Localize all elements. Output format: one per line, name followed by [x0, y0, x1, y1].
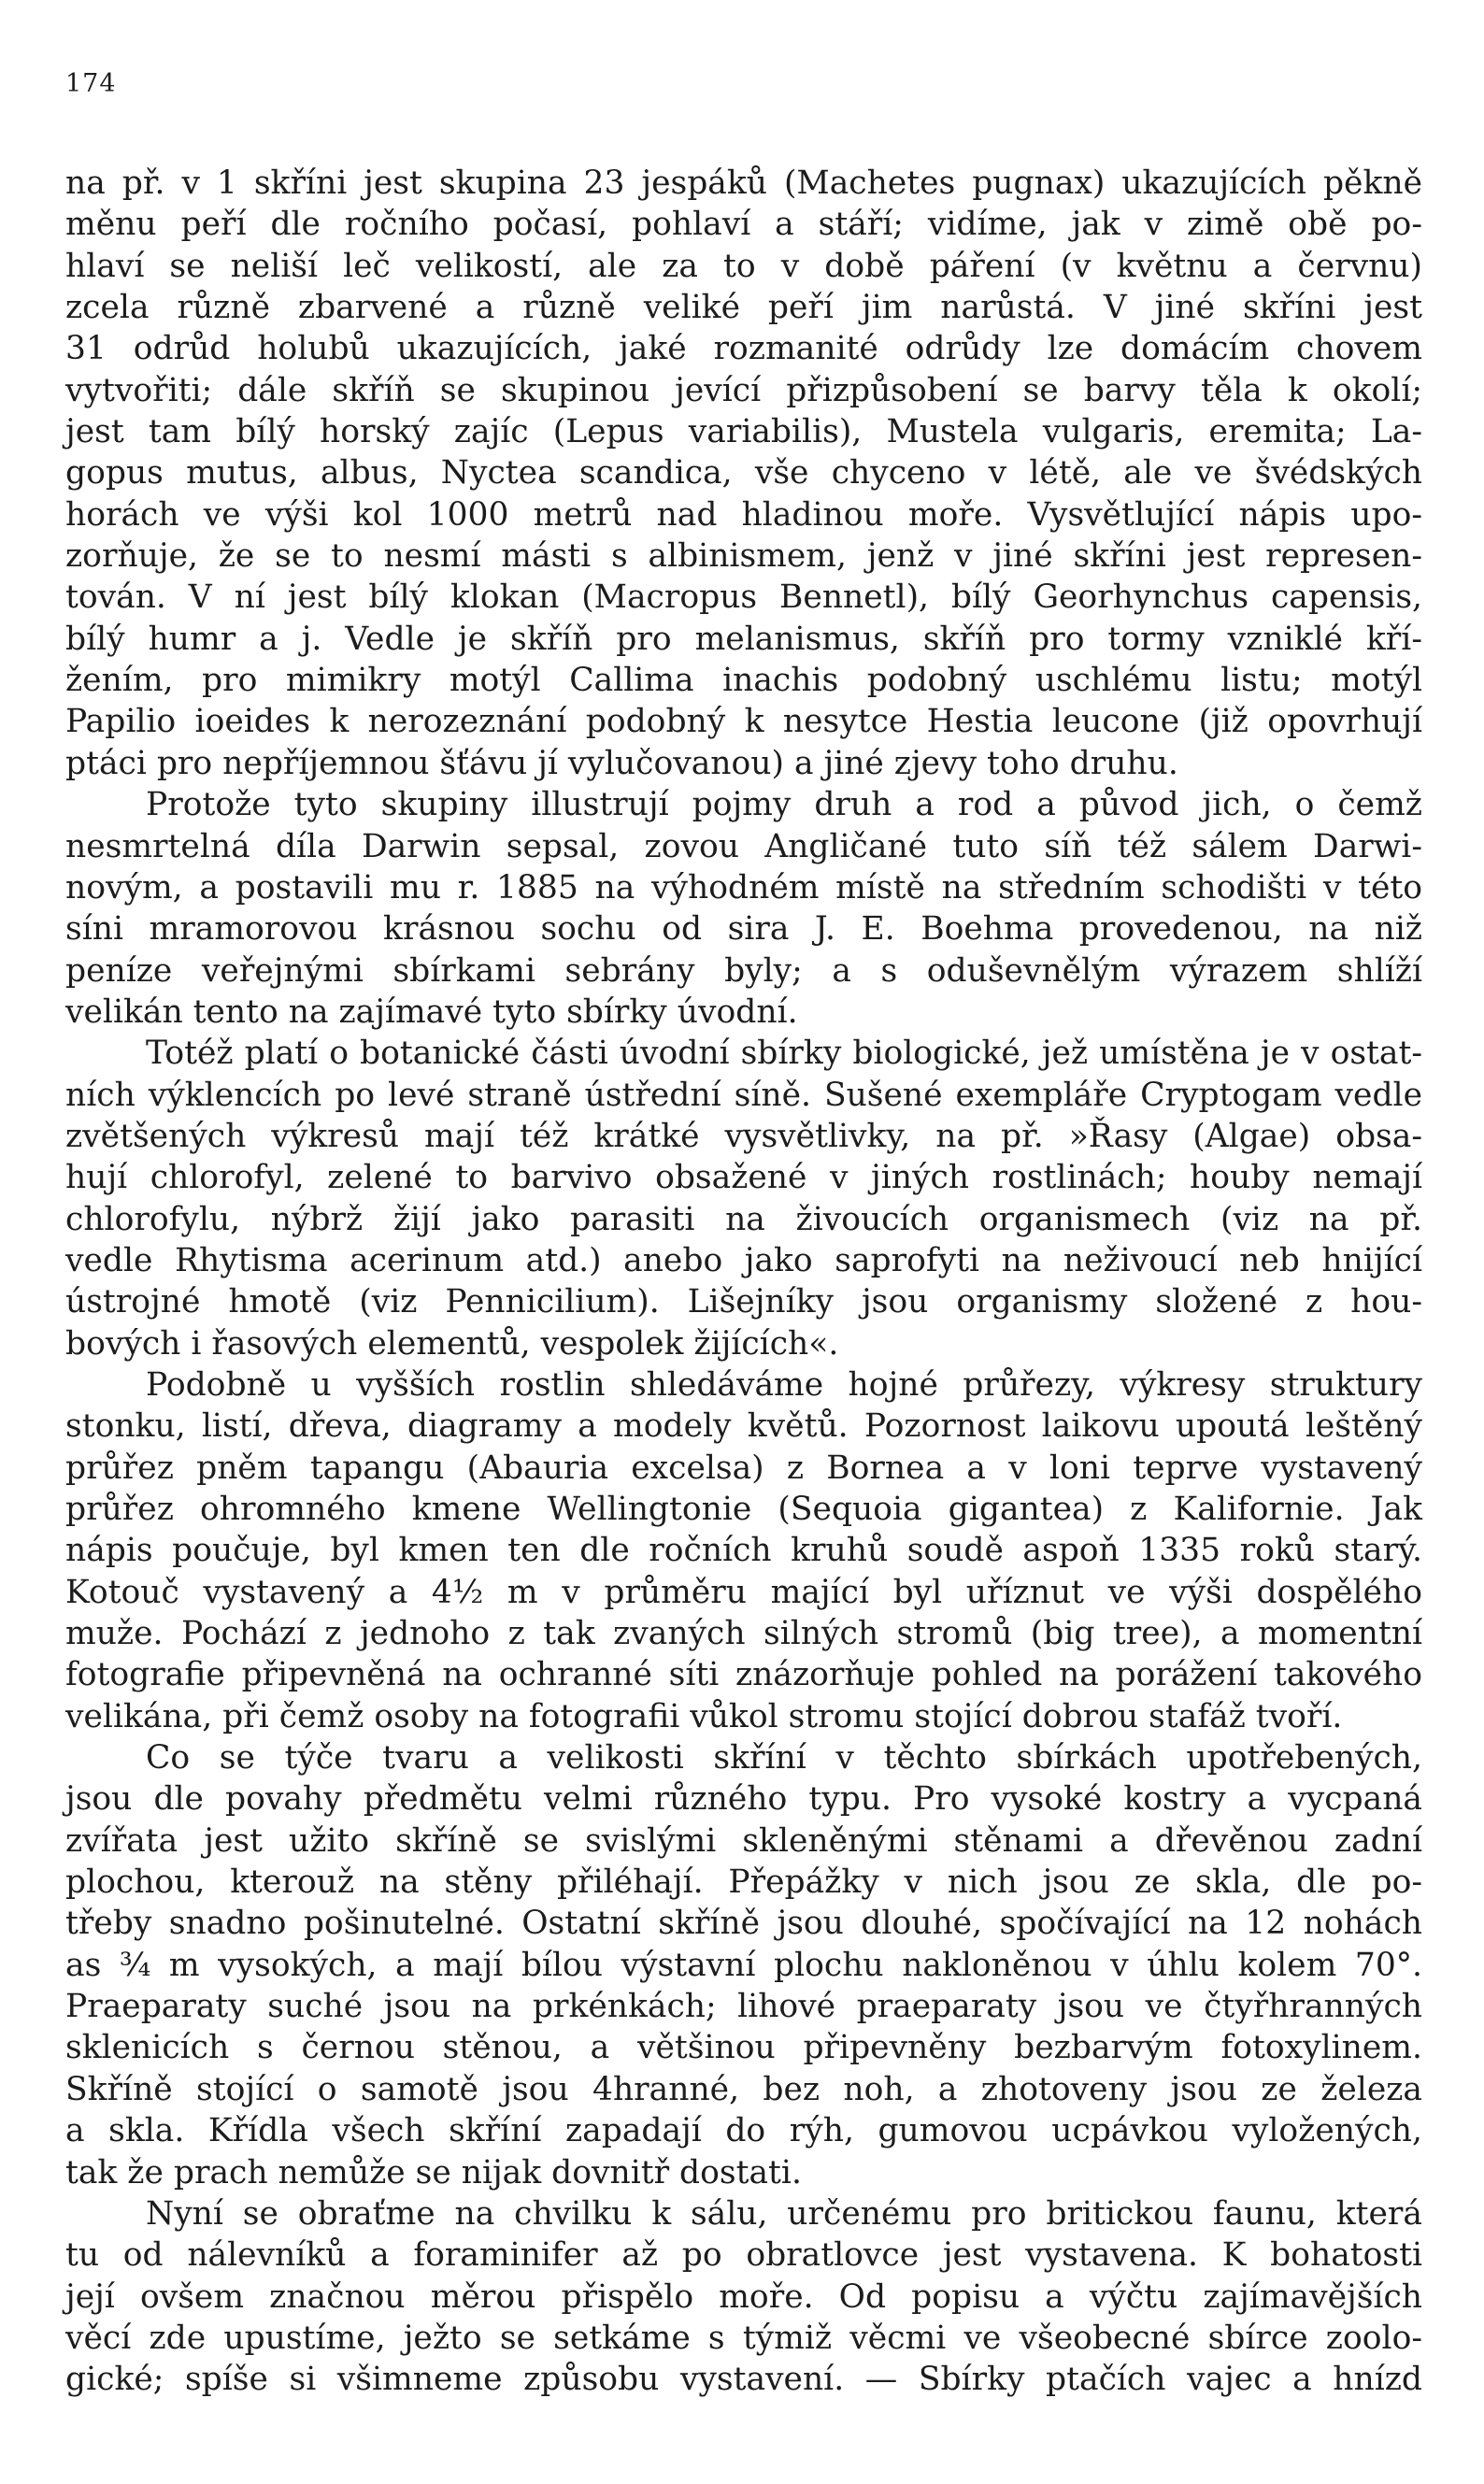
text-line: velikán tento na zajímavé tyto sbírky úvodní.	[65, 992, 798, 1031]
text-line: sklenicích s černou stěnou, a většinou připevněny bezbarvým fotoxylinem.	[65, 2029, 1422, 2067]
paragraph	[65, 784, 1422, 1033]
text-line: ptáci pro nepříjemnou šťávu jí vylučovanou) a jiné zjevy toho druhu.	[65, 744, 1178, 782]
text-line: peníze veřejnými sbírkami sebrány byly; a s oduševnělým výrazem shlíží	[65, 951, 1422, 990]
paragraph	[65, 163, 1422, 784]
text-line: plochou, kterouž na stěny přiléhají. Přepážky v nich jsou ze skla, dle po-	[65, 1863, 1422, 1902]
text-line: Nyní se obraťme na chvilku k sálu, určenému pro britickou faunu, která	[146, 2194, 1422, 2233]
text-line: třeby snadno pošinutelné. Ostatní skříně jsou dlouhé, spočívající na 12 nohách	[65, 1905, 1422, 1943]
text-line: Papilio ioeides k nerozeznání podobný k nesytce Hestia leucone (již opovrhují	[65, 703, 1422, 741]
text-line: gopus mutus, albus, Nyctea scandica, vše chyceno v létě, ale ve švédských	[65, 454, 1422, 493]
text-line: hují chlorofyl, zelené to barvivo obsažené v jiných rostlinách; houby nemají	[65, 1159, 1422, 1197]
text-line: tován. V ní jest bílý klokan (Macropus Bennetl), bílý Georhynchus capensis,	[65, 578, 1422, 617]
text-line: její ovšem značnou měrou přispělo moře. Od popisu a výčtu zajímavějších	[65, 2277, 1422, 2316]
text-line: jest tam bílý horský zajíc (Lepus variabilis), Mustela vulgaris, eremita; La-	[65, 413, 1422, 451]
page-number: 174	[65, 69, 117, 98]
text-line: Podobně u vyšších rostlin shledáváme hojné průřezy, výkresy struktury	[146, 1365, 1422, 1404]
text-line: tak že prach nemůže se nijak dovnitř dostati.	[65, 2153, 802, 2191]
text-line: novým, a postavili mu r. 1885 na výhodném místě na středním schodišti v této	[65, 868, 1422, 907]
text-line: nesmrtelná díla Darwin sepsal, zovou Angličané tuto síň též sálem Darwi-	[65, 827, 1422, 865]
text-line: vedle Rhytisma acerinum atd.) anebo jako saprofyti na neživoucí neb hnijící	[65, 1241, 1422, 1279]
text-line: muže. Pochází z jednoho z tak zvaných silných stromů (big tree), a momentní	[65, 1615, 1422, 1653]
text-line: měnu peří dle ročního počasí, pohlaví a stáří; vidíme, jak v zimě obě po-	[65, 206, 1422, 244]
text-line: ústrojné hmotě (viz Pennicilium). Lišejníky jsou organismy složené z hou-	[65, 1283, 1422, 1321]
text-line: velikána, při čemž osoby na fotografii vůkol stromu stojící dobrou stafáž tvoří.	[65, 1697, 1343, 1735]
paragraph	[65, 1364, 1422, 1737]
text-line: ních výklencích po levé straně ústřední síně. Sušené exempláře Cryptogam vedle	[65, 1076, 1422, 1114]
text-line: zcela různě zbarvené a různě veliké peří jim narůstá. V jiné skříni jest	[65, 289, 1422, 327]
text-line: síni mramorovou krásnou sochu od sira J. E. Boehma provedenou, na niž	[65, 910, 1422, 949]
text-line: Totéž platí o botanické části úvodní sbírky biologické, jež umístěna je v ostat-	[146, 1035, 1422, 1073]
text-line: hlaví se neliší leč velikostí, ale za to v době páření (v květnu a červnu)	[65, 247, 1422, 285]
text-line: Skříně stojící o samotě jsou 4hranné, bez noh, a zhotoveny jsou ze železa	[65, 2070, 1422, 2108]
text-line: horách ve výši kol 1000 metrů nad hladinou moře. Vysvětlující nápis upo-	[65, 495, 1422, 534]
text-line: bílý humr a j. Vedle je skříň pro melanismus, skříň pro tormy vzniklé kří-	[65, 620, 1422, 658]
text-line: na př. v 1 skříni jest skupina 23 jespáků (Machetes pugnax) ukazujících pěkně	[65, 164, 1422, 202]
text-line: zvířata jest užito skříně se svislými skleněnými stěnami a dřevěnou zadní	[65, 1821, 1422, 1860]
text-line: Protože tyto skupiny illustrují pojmy druh a rod a původ jich, o čemž	[146, 786, 1422, 824]
text-line: 31 odrůd holubů ukazujících, jaké rozmanité odrůdy lze domácím chovem	[65, 330, 1422, 368]
text-line: fotografie připevněná na ochranné síti znázorňuje pohled na porážení takového	[65, 1656, 1422, 1694]
text-line: věcí zde upustíme, ježto se setkáme s týmiž věcmi ve všeobecné sbírce zoolo-	[65, 2319, 1422, 2357]
paragraph	[65, 2193, 1422, 2401]
text-line: zorňuje, že se to nesmí másti s albinismem, jenž v jiné skříni jest represen-	[65, 537, 1422, 576]
text-line: nápis poučuje, byl kmen ten dle ročních kruhů soudě aspoň 1335 roků starý.	[65, 1532, 1422, 1570]
paragraph	[65, 1737, 1422, 2193]
text-line: Kotouč vystavený a 4½ m v průměru mající byl uříznut ve výši dospělého	[65, 1573, 1422, 1611]
body-text	[65, 163, 1422, 2401]
text-line: vytvořiti; dále skříň se skupinou jevící přizpůsobení se barvy těla k okolí;	[65, 371, 1422, 409]
text-line: tu od nálevníků a foraminifer až po obratlovce jest vystavena. K bohatosti	[65, 2236, 1422, 2275]
text-line: průřez ohromného kmene Wellingtonie (Sequoia gigantea) z Kalifornie. Jak	[65, 1491, 1422, 1528]
text-line: as ¾ m vysokých, a mají bílou výstavní plochu nakloněnou v úhlu kolem 70°.	[65, 1946, 1422, 1984]
text-line: gické; spíše si všimneme způsobu vystavení. — Sbírky ptačích vajec a hnízd	[65, 2361, 1422, 2399]
text-line: Praeparaty suché jsou na prkénkách; lihové praeparaty jsou ve čtyřhranných	[65, 1988, 1422, 2026]
paragraph	[65, 1033, 1422, 1364]
text-line: Co se týče tvaru a velikosti skříní v těchto sbírkách upotřebených,	[146, 1739, 1422, 1777]
text-line: bových i řasových elementů, vespolek žijících«.	[65, 1324, 839, 1363]
text-line: zvětšených výkresů mají též krátké vysvětlivky, na př. »Řasy (Algae) obsa-	[65, 1117, 1422, 1155]
text-line: a skla. Křídla všech skříní zapadají do rýh, gumovou ucpávkou vyložených,	[65, 2112, 1422, 2150]
text-line: žením, pro mimikry motýl Callima inachis podobný uschlému listu; motýl	[65, 662, 1422, 700]
text-line: jsou dle povahy předmětu velmi různého typu. Pro vysoké kostry a vycpaná	[65, 1780, 1422, 1819]
text-line: stonku, listí, dřeva, diagramy a modely květů. Pozornost laikovu upoutá leštěný	[65, 1407, 1422, 1446]
text-line: chlorofylu, nýbrž žijí jako parasiti na živoucích organismech (viz na př.	[65, 1200, 1422, 1238]
text-line: průřez pněm tapangu (Abauria excelsa) z Bornea a v loni teprve vystavený	[65, 1449, 1422, 1487]
